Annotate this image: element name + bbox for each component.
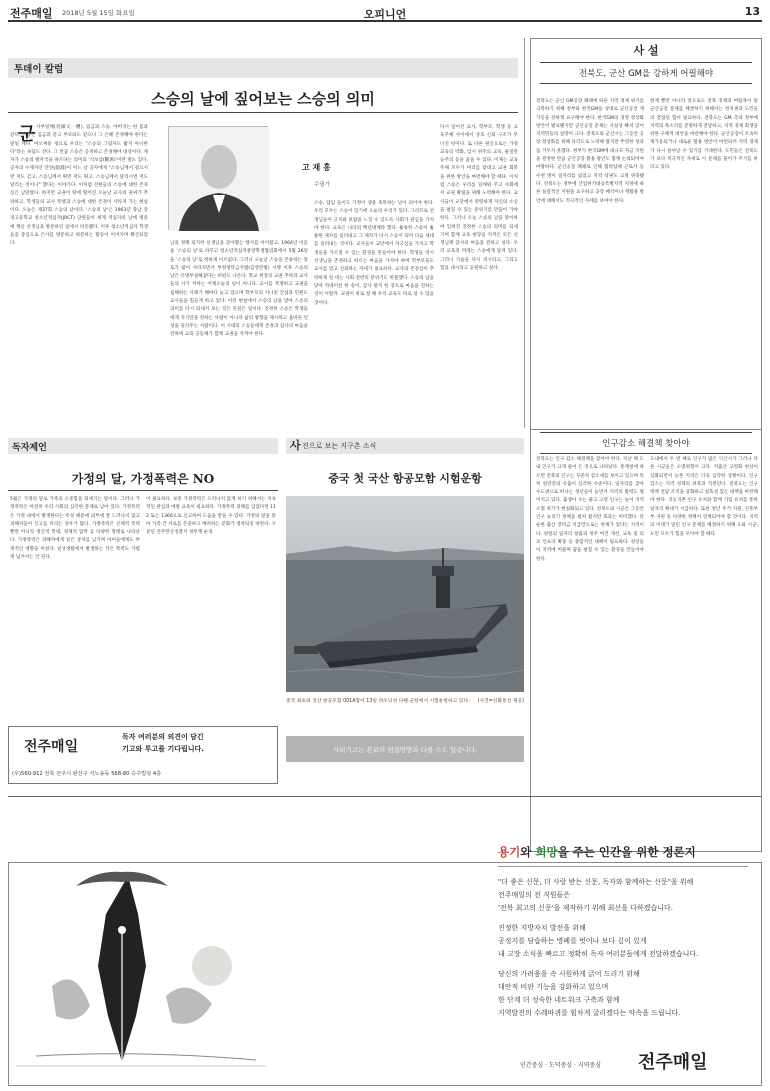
caption-text: 중국 최초의 국산 항공모함 001A함이 13일 랴오닝성 다롄 군항에서 시험운항하고 있다. [286,699,470,704]
dokja-tag-bar [8,438,278,454]
ad-word-hope: 희망 [535,845,558,859]
editorial1-title: 전북도, 군산 GM을 강하게 어필해야 [540,62,752,84]
ad-logo: 전주매일 [638,1052,708,1073]
ad-word-courage: 용기 [498,845,521,859]
ad-line: 당신의 가려움을 속 시원하게 긁어 드리기 위해 [498,970,640,978]
dokja-text-2: 이 필요하다. 보통 가정폭력은 드러나지 않게 하기 위해서는 지속적인 관심과 예방 교육이 필요하다. 가정폭력 피해를 입었다면 112 또는 1366으로 신고하여 도움을 받을 수 있다. 가정의 달을 맞아 가족 간 서로를 존중하고 배려하는 문화가 정착되길 바란다. 구분된 전주완산경찰서 경무계 순경 [146,497,276,536]
ad-paragraph-2 [498,922,760,961]
drop-cap: 군 [18,124,36,145]
editorial2-title: 인구감소 해결책 찾아야 [540,432,752,454]
divider [498,866,748,867]
today-column-tag: 투데이 칼럼 [8,58,518,78]
ad-line: 공정지를 담습하는 병폐를 벗어나 보다 깊이 있게 [498,937,647,945]
column-text-3: 스승, 담임 들이도 가정이 생을 축복하는 날이 되어야 한다. 우리 모두는 스승이 있기에 오늘의 우리가 있다. 그러므로 선생님들이 긍지와 보람을 느낄 수 있도록 사회가 관심을 가져야 한다. 교육은 나라의 백년대계라 했다. 훌륭한 스승이 훌륭한 제자를 길러내고 그 제자가 다시 스승이 되어 다음 세대를 길러내는 것이다. 교사들이 교단에서 자긍심을 가지고 학생들을 가르칠 수 있는 환경을 만들어야 한다. 학생들 역시 선생님을 존경하고 따르는 마음을 가져야 하며 학부모들도 교사를 믿고 신뢰하는 자세가 필요하다. 교사의 존경심이 추락하게 된 데는 사회 전반의 분위기도 한몫했다. 스승의 날을 맞아 카네이션 한 송이, 감사 편지 한 장으로 마음을 전하는 것이 어떨까. 교권이 바로 설 때 우리 교육도 바로 설 수 있을 것이다. [314,201,434,306]
ad-paragraph-3 [498,968,760,1020]
ad-line: 대안적 비판 기능을 강화하고 있으며 [498,983,609,991]
column-divider [524,38,525,428]
photo-tag-big: 사 [290,439,301,452]
notice-line1: 독자 여러분의 의견이 담긴 [122,733,204,741]
photo-tag: 진으로 보는 지구촌 소식 [302,442,377,450]
pen-nib-illustration [16,866,266,1072]
editorial2-text-2: 도내에서 두 번 째로 인구가 많은 익산시가 그러나 다른 시군들은 소멸위험이 크다. 저출산 고령화 현상이 심화되면서 농촌 지역은 더욱 심각한 상황이다. 인구 감소는 지역 경제의 위축과 직결된다. 전북도는 인구 정책 전담 조직을 강화하고 실효성 있는 대책을 마련해야 한다. 귀농귀촌 인구 유치와 함께 기업 유치를 통한 일자리 확대가 시급하다. 또한 청년 주거 지원, 신혼부부 지원 등 다양한 정책이 연계되어야 할 것이다. 지역의 미래가 달린 인구 문제를 해결하기 위해 도와 시군, 도민 모두가 힘을 모아야 할 때다. [650,457,758,537]
dokja-title: 가정의 달, 가정폭력은 NO [71,472,215,486]
aircraft-carrier-photo [286,496,524,692]
notice-logo: 전주매일 [24,739,79,755]
ad-line: 지역발전의 수레바퀴를 힘차게 굴리겠다는 약속을 드립니다. [498,1009,681,1017]
masthead-logo: 전주매일 [10,7,53,20]
photo-caption [286,698,524,706]
ad-line: 내 고장 소식을 빠르고 정확히 독자 여러분들에게 전달하겠습니다. [498,950,699,958]
page-number: 13 [744,5,760,18]
ad-line: "더 좋은 신문, 더 사랑 받는 신문, 독자와 함께하는 신문"을 위해 [498,878,694,886]
disclaimer-text: 사외기고는 본보의 편집방향과 다를 수도 있습니다. [332,746,478,754]
author-photo [168,126,268,230]
ad-word-wa: 와 [520,845,536,859]
section-title: 오피니언 [363,8,407,21]
editorial-section: 사 설 [633,44,659,57]
today-column-title: 스승의 날에 짚어보는 스승의 의미 [151,90,375,108]
ad-line: 진정한 지방자치 발전을 위해 [498,924,586,932]
ad-word-rest: 을 주는 인간을 위한 정론지 [557,845,696,859]
author-role: 수필가 [314,182,330,188]
photo-title: 중국 첫 국산 항공모함 시험운항 [328,472,482,485]
divider [8,796,762,797]
ad-slogan: 인간중심 · 도덕중심 · 지역중심 [520,1062,601,1069]
ad-line: 전주매일의 전 직원들은 [498,891,571,899]
ad-headline [498,844,696,860]
dokja-text-1: 5월은 가정의 달로 가족의 소중함을 되새기는 달이다. 그러나 가정폭력은 여전히 우리 사회의 심각한 문제로 남아 있다. 가정폭력은 가정 내에서 발생한다는 특성 때문에 외부에 잘 드러나지 않고 피해자들이 신고를 꺼리는 경우가 많다. 가정폭력은 신체적 폭력뿐만 아니라 정신적 학대, 경제적 압박 등 다양한 형태로 나타난다. 가정폭력은 피해자에게 깊은 상처를 남기며 아이들에게도 부정적인 영향을 미친다. 일상생활에서 발생하는 작은 폭력도 가볍게 넘겨서는 안 된다. [10,497,140,561]
column-text-1: 사부일체(君師父一體). 임금과 스승, 아버지는 한 몸과 같다. 스승은 임금과 같고 부모와도 같으니 그 은혜 존경해야 한다는 말일 게다. 마오쩌둥 청으로 우리는 "스승의 그림자도 밟지 아니한다"라는 속담도 진다. 그 만큼 스승은 공경하고 존경해야 대상이다. 제자가 스승의 발자국을 따르다는 의미의 '석보삼(斷席)'이란 말도 있다. 공자의 수제자인 안연(顔淵)이 어느 날 공자에게 "스승님께서 걸으시면 저도 걷고, 스승님께서 뛰면 저도 뛰고, 스승님께서 달리시면 저도 달리는 것이니" 했다는 이야기다. 이처럼 선현들의 스승에 대한 존경심은 남달랐다. 하지만 교권이 땅에 떨어진 오늘날 교사의 권위가 추락하고, 학생들의 교사 폭행과 스승에 대한 존경이 사라져 가는 현실이다. 오늘은 제37회 스승의 날이다. '스승의 날'은 1963년 충남 강경고등학교 청소년적십자(JRCT) 단원들이 세계 적십자의 날에 병중에 계신 선생님을 방문하던 일에서 비롯됐다. 이후 청소년적십자 학생들을 중심으로 은사를 방문하고 위문하는 활동이 이어지며 확산되었다. [10,125,148,247]
editorial1-text-2: 현재 뿐만 아니라 앞으로도 전북 경제의 버팀목이 될 군산공장 문제를 해결하기 위해서는 정치권과 도민들의 결집된 힘이 필요하다. 전북도는 GM 측과 정부에 지역의 목소리를 분명하게 전달하고, 지역 경제 회생을 위한 구체적 대안을 마련해야 한다. 군산공장이 조속히 재가동되거나 새로운 활용 방안이 마련되어 지역 경제가 다시 살아날 수 있기를 기대한다. 도민들은 전북도가 보다 적극적인 자세로 이 문제를 풀어가 주기를 바라고 있다. [650,99,758,171]
editorial1-text-1: 전북도는 군산 GM공장 폐쇄에 따른 지역 경제 위기를 극복하기 위해 정부와 한국GM을 상대로 군산공장 재가동을 강하게 요구해야 한다. 한국GM의 경영 정상화 방안이 발표됐지만 군산공장 문제는 사실상 빠져 있어 지역민들의 실망이 크다. 전북도와 군산시는 그동안 공장 정상화를 위해 다각도로 노력해 왔지만 뚜렷한 성과를 거두지 못했다. 정부가 한국GM에 대규모 자금 지원을 결정한 만큼 군산공장 활용 방안도 함께 논의되어야 마땅하다. 군산공장 폐쇄로 인해 협력업체 근로자 등 수천 명이 일자리를 잃었고 지역 상권도 크게 위축됐다. 전북도는 정부에 산업위기대응특별지역 지정에 따른 실질적인 지원을 요구하고 공장 매각이나 재활용 방안에 대해서도 적극적인 자세를 보여야 한다. [536,99,644,204]
divider [8,112,518,113]
photo-credit: (사진=신화통신 제공) [477,699,524,704]
ad-paragraph-1 [498,876,760,915]
dokja-tag: 독자제언 [12,443,47,453]
ad-line: '전북 최고의 신문'을 제작하기 위해 최선을 다하겠습니다. [498,904,673,912]
editorial2-text-1: 전북도는 인구 감소 해결책을 찾아야 한다. 지난 해 도내 인구가 크게 줄어 든 것으로 나타났다. 통계청에 따르면 전북의 인구는 꾸준히 감소세를 보이고 있으며 특히 청년층의 유출이 심각한 수준이다. 일자리를 찾아 수도권으로 떠나는 청년들이 늘면서 지역의 활력도 떨어지고 있다. 출생아 수는 줄고 고령 인구는 늘어 지역 소멸 위기가 현실화되고 있다. 전북도와 시군은 그동안 인구 늘리기 정책을 펼쳐 왔지만 효과는 미미했다. 단순한 출산 장려금 지급만으로는 한계가 있다는 지적이다. 양질의 일자리 창출과 정주 여건 개선, 교육 및 의료 인프라 확충 등 종합적인 대책이 필요하다. 청년들이 지역에 머물며 꿈을 펼칠 수 있는 환경을 만들어야 한다. [536,457,644,562]
notice-address: (우)560-912 전북 전주시 완산구 서노송동 568-80 승주빌딩 4층 [12,771,162,777]
notice-line2: 기고와 투고를 기다립니다. [122,745,204,753]
column-text-4: 다시 일어선 교사, 학부모, 학생 등 교육주체 사이에서 상호 신뢰 구조가 무너진 탓이다. 또 다른 원인으로는 가정교육의 약화, 입시 위주의 교육, 물질만능주의 등을 꼽을 수 있다. 이제는 교육 주체 모두가 머리를 맞대고 교권 회복을 위한 방안을 마련해야 할 때다. 이처럼 스승은 우리를 일깨워 주고 사회에서 교권 확립을 위해 노력해야 한다. 교사들이 교단에서 떳떳하게 자신의 소신을 펼칠 수 있는 분위기를 만들어 가야 한다. 그러나 오늘 스승의 날을 맞이하여 잊혀진 진정한 스승의 의미를 되새기며 함께 교육 현장을 지켜온 모든 선생님께 감사의 마음을 전하고 싶다. 우리 교육의 미래는 스승에게 달려 있다. 그러니 가슴을 다시 펴시라고, 그리고 힘을 내시라고 응원하고 싶다. [440,125,518,272]
divider [8,490,278,491]
issue-date: 2018년 5월 15일 화요일 [62,9,135,17]
author-name: 고 재 홍 [302,163,331,172]
ad-line: 한 단계 더 성숙한 네트워크 구축과 함께 [498,996,620,1004]
column-text-2: 남을 정해 퇴직한 선생님을 찾아뵙는 행사를 이어왔고, 1964년 이름을 '스승의 날'로 바꾸고 청소년적십자중앙학생협의회에서 5월 26일을 '스승의 날'로 정하게 이르렀다. 그러나 오늘날 스승을 존중하는 풍토가 많이 사라지면서 부정청탁금지법(김영란법) 시행 이후 스승의 날은 유명무실해졌다는 비판도 나온다. 학교 현장의 교권 추락과 교사들의 사기 저하는 어제오늘의 일이 아니다. 교사를 폭행하고 교권을 침해하는 사례가 해마다 늘고 있으며 학부모의 지나친 간섭과 민원도 교사들을 힘들게 하고 있다. 이런 현실에서 스승의 날을 맞아 스승의 의미를 다시 되새겨 보는 것은 뜻깊은 일이다. 진정한 스승은 학생들에게 지식만을 전하는 사람이 아니라 삶의 방향을 제시하고 올바른 인성을 길러주는 사람이다. 이 시대의 스승들에게 존경과 감사의 마음을 전하며 교육 공동체가 함께 교권을 지켜야 한다. [170,241,308,338]
